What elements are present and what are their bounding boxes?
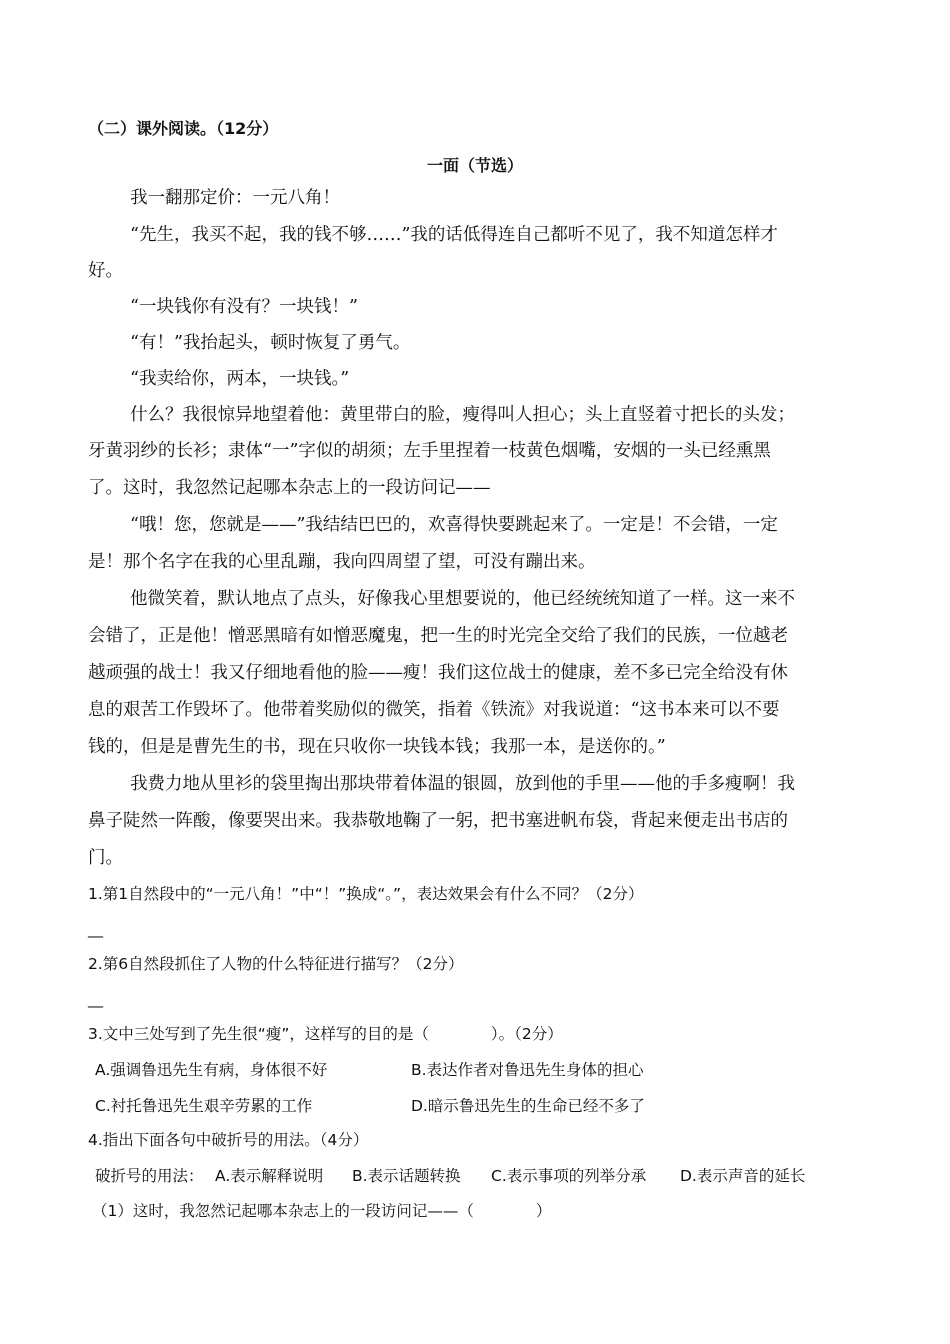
passage-line: “有！”我抬起头，顿时恢复了勇气。 — [130, 333, 411, 353]
question-3: 3.文中三处写到了先生很“瘦”，这样写的目的是（ ）。（2分） — [88, 1025, 563, 1043]
usage-d: D.表示声音的延长 — [680, 1167, 806, 1185]
answer-blank-1[interactable]: __ — [88, 920, 103, 938]
passage-line: “一块钱你有没有？一块钱！” — [130, 297, 358, 317]
passage-line: “哦！您，您就是——”我结结巴巴的，欢喜得快要跳起来了。一定是！不会错，一定 — [130, 515, 778, 535]
question-4-item-1: （1）这时，我忽然记起哪本杂志上的一段访问记——（ ） — [92, 1202, 552, 1220]
passage-line: 牙黄羽纱的长衫；隶体“一”字似的胡须；左手里捏着一枝黄色烟嘴，安烟的一头已经熏黑 — [88, 441, 771, 461]
passage-line: “我卖给你，两本，一块钱。” — [130, 369, 350, 389]
question-4: 4.指出下面各句中破折号的用法。（4分） — [88, 1131, 369, 1149]
passage-line: 门。 — [88, 848, 123, 868]
passage-title: 一面（节选） — [426, 156, 523, 175]
option-c[interactable]: C.衬托鲁迅先生艰辛劳累的工作 — [95, 1097, 313, 1115]
question-1: 1.第1自然段中的“一元八角！”中“！”换成“。”，表达效果会有什么不同？（2分） — [88, 885, 644, 903]
option-d[interactable]: D.暗示鲁迅先生的生命已经不多了 — [411, 1097, 645, 1115]
passage-line: 钱的，但是是曹先生的书，现在只收你一块钱本钱；我那一本，是送你的。” — [88, 737, 666, 757]
usage-c: C.表示事项的列举分承 — [491, 1167, 647, 1185]
passage-line: 越顽强的战士！我又仔细地看他的脸——瘦！我们这位战士的健康，差不多已完全给没有休 — [88, 663, 788, 683]
dash-usage-label: 破折号的用法： — [95, 1167, 204, 1185]
option-b[interactable]: B.表达作者对鲁迅先生身体的担心 — [411, 1061, 644, 1079]
passage-line: 了。这时，我忽然记起哪本杂志上的一段访问记—— — [88, 478, 491, 498]
passage-line: 息的艰苦工作毁坏了。他带着奖励似的微笑，指着《铁流》对我说道：“这书本来可以不要 — [88, 700, 780, 720]
passage-line: “先生，我买不起，我的钱不够……”我的话低得连自己都听不见了，我不知道怎样才 — [130, 225, 778, 245]
option-a[interactable]: A.强调鲁迅先生有病，身体很不好 — [95, 1061, 328, 1079]
passage-line: 什么？我很惊异地望着他：黄里带白的脸，瘦得叫人担心；头上直竖着寸把长的头发； — [130, 405, 795, 425]
passage-line: 是！那个名字在我的心里乱蹦，我向四周望了望，可没有蹦出来。 — [88, 552, 596, 572]
usage-a: A.表示解释说明 — [215, 1167, 324, 1185]
section-heading: （二）课外阅读。（12分） — [88, 119, 279, 138]
passage-line: 会错了，正是他！憎恶黑暗有如憎恶魔鬼，把一生的时光完全交给了我们的民族，一位越老 — [88, 626, 788, 646]
passage-line: 我一翻那定价：一元八角！ — [130, 188, 340, 208]
passage-line: 他微笑着，默认地点了点头，好像我心里想要说的，他已经统统知道了一样。这一来不 — [130, 589, 795, 609]
passage-line: 好。 — [88, 261, 123, 281]
passage-line: 我费力地从里衫的袋里掏出那块带着体温的银圆，放到他的手里——他的手多瘦啊！我 — [130, 774, 795, 794]
usage-b: B.表示话题转换 — [352, 1167, 461, 1185]
question-2: 2.第6自然段抓住了人物的什么特征进行描写？（2分） — [88, 955, 464, 973]
answer-blank-2[interactable]: __ — [88, 990, 103, 1008]
passage-line: 鼻子陡然一阵酸，像要哭出来。我恭敬地鞠了一躬，把书塞进帆布袋，背起来便走出书店的 — [88, 811, 788, 831]
